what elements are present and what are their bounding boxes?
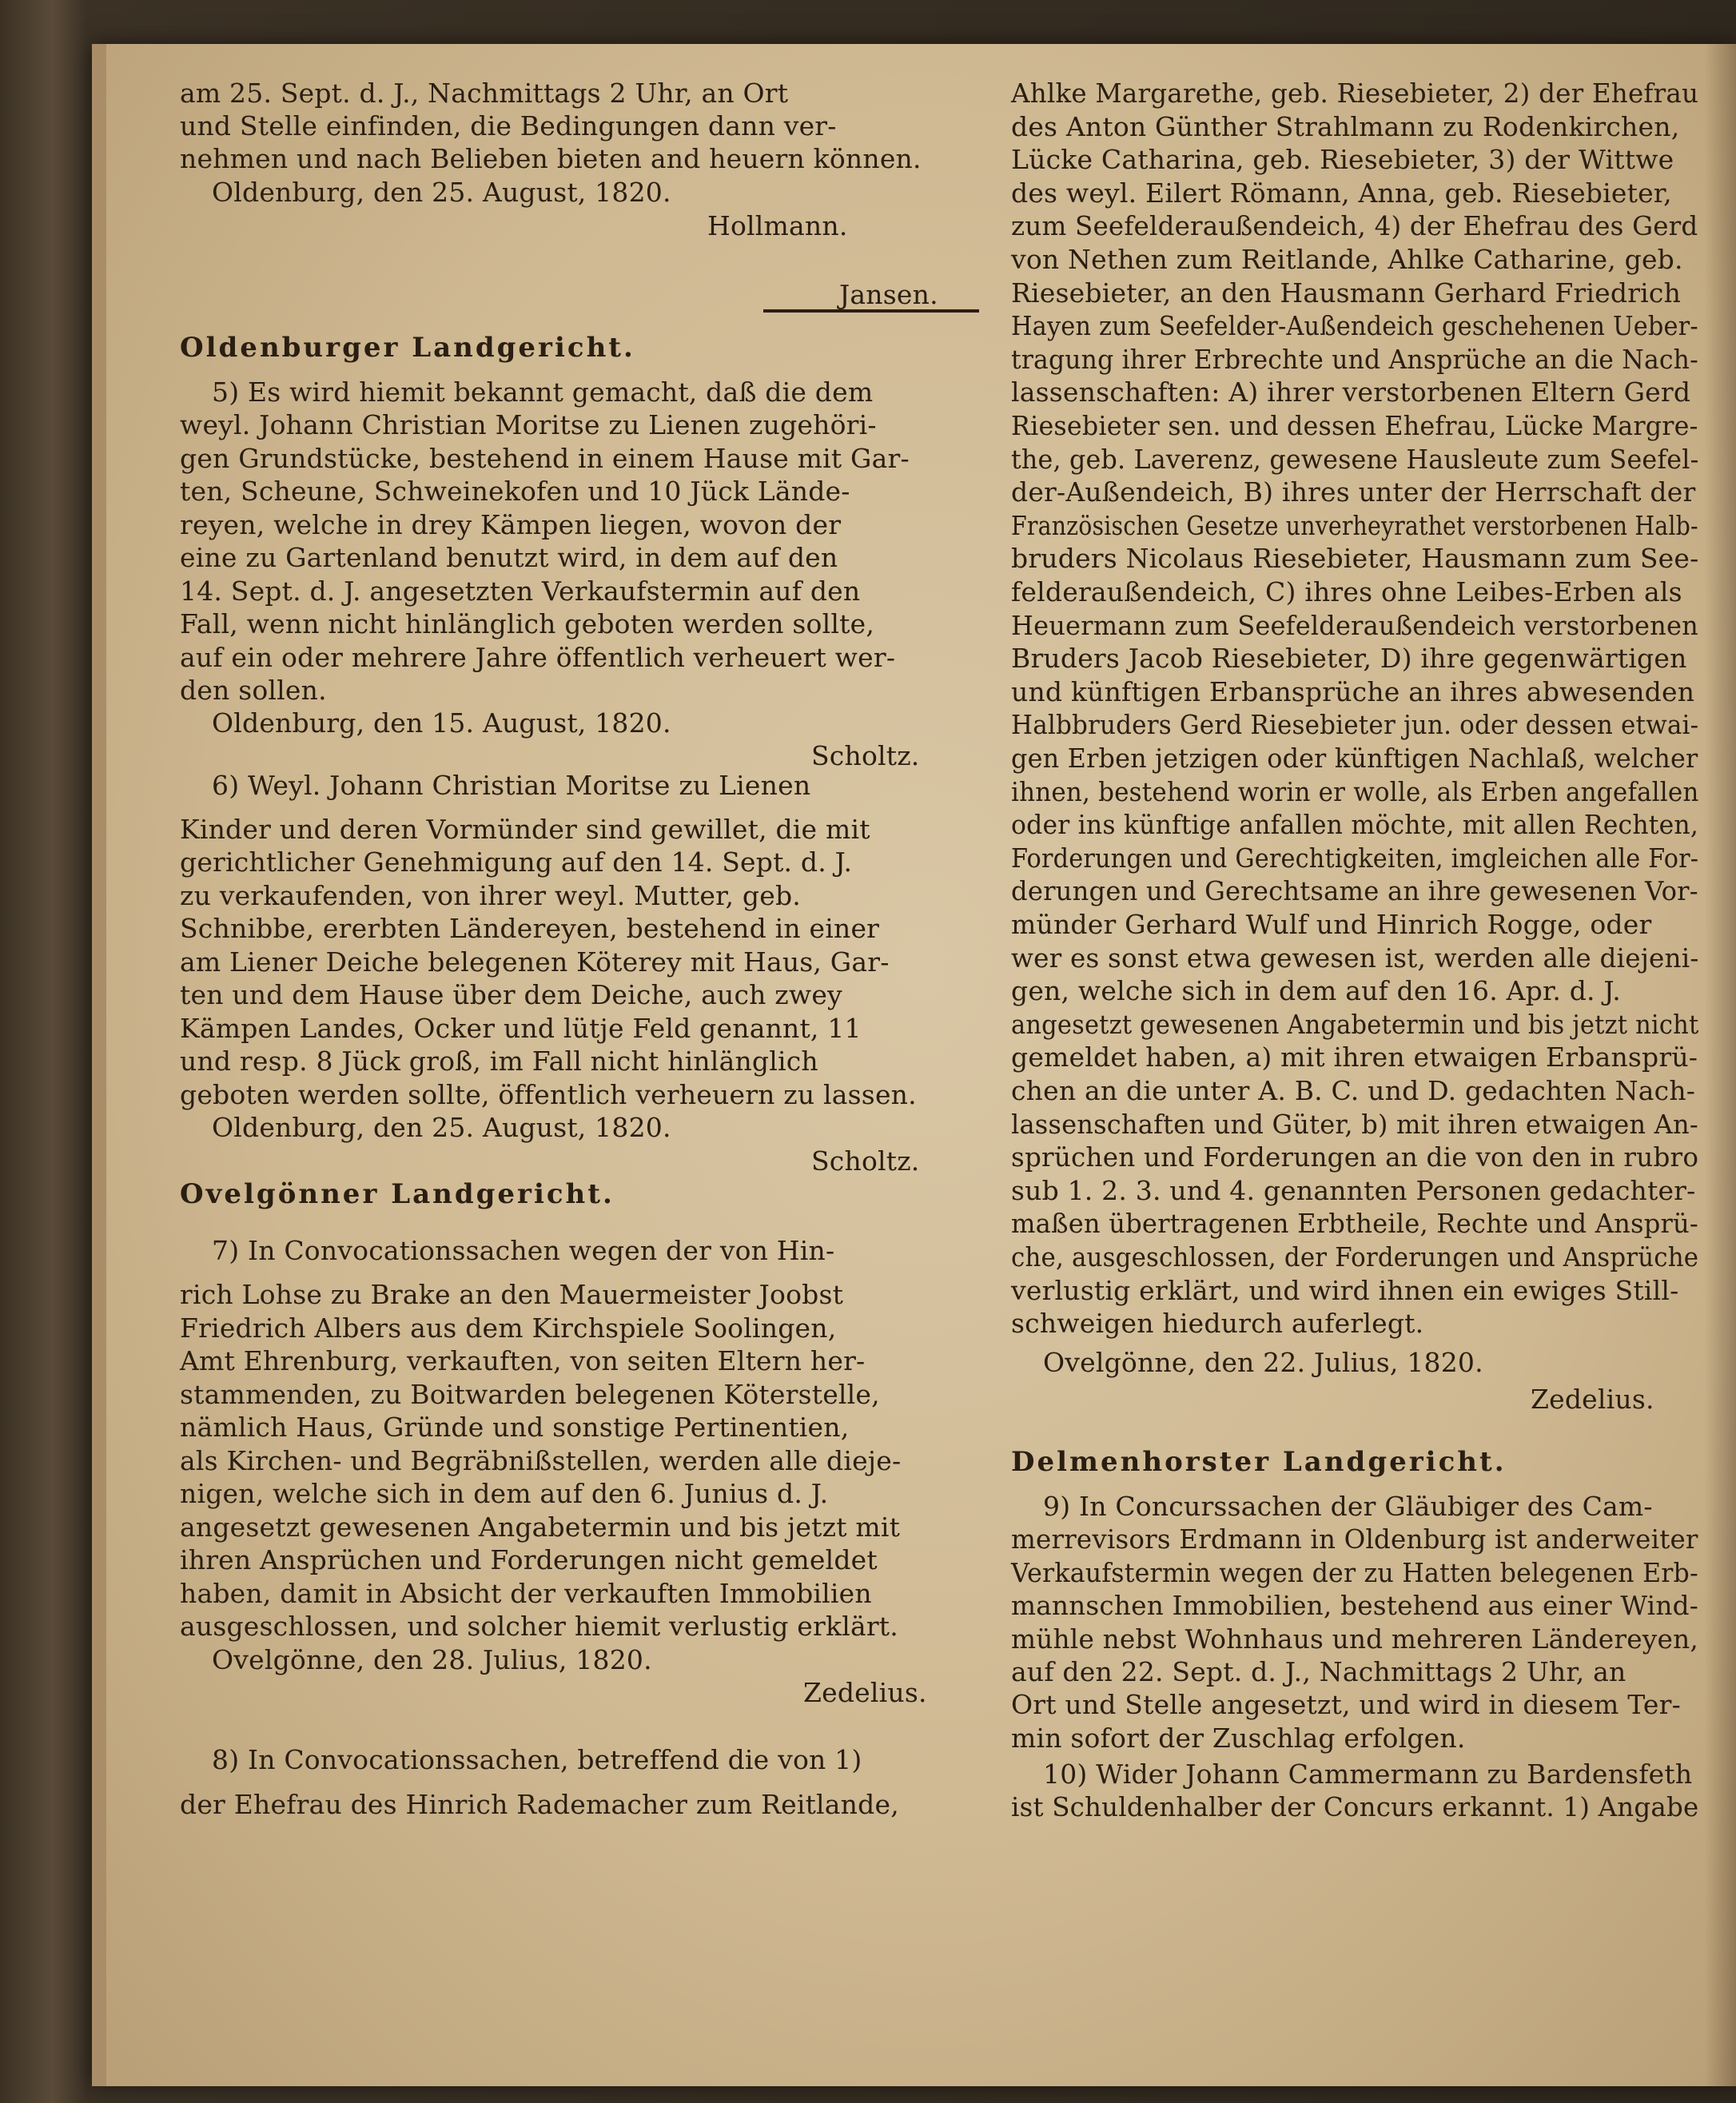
text-line: ihnen, bestehend worin er wolle, als Erben angefallen: [1011, 776, 1699, 807]
text-line: Französischen Gesetze unverheyrathet verstorbenen Halb-: [1011, 510, 1698, 541]
text-line: der Ehefrau des Hinrich Rademacher zum Reitlande,: [180, 1789, 899, 1820]
text-line: bruders Nicolaus Riesebieter, Hausmann zum See-: [1011, 543, 1699, 574]
text-line: gen Grundstücke, bestehend in einem Hause mit Gar-: [180, 443, 910, 474]
text-line: Ovelgönner Landgericht.: [180, 1178, 615, 1210]
text-line: 5) Es wird hiemit bekannt gemacht, daß die dem: [212, 376, 874, 408]
text-line: Schnibbe, ererbten Ländereyen, bestehend in einer: [180, 913, 880, 944]
text-line: Scholtz.: [811, 740, 920, 771]
text-line: tragung ihrer Erbrechte und Ansprüche an die Nach-: [1011, 344, 1698, 375]
text-line: geboten werden sollte, öffentlich verheuern zu lassen.: [180, 1079, 917, 1110]
text-line: rich Lohse zu Brake an den Mauermeister Joobst: [180, 1279, 844, 1310]
text-line: der-Außendeich, B) ihres unter der Herrschaft der: [1011, 476, 1696, 508]
text-line: mannschen Immobilien, bestehend aus einer Wind-: [1011, 1590, 1698, 1621]
text-line: Zedelius.: [1531, 1384, 1654, 1415]
text-line: von Nethen zum Reitlande, Ahlke Catharine, geb.: [1011, 244, 1683, 275]
text-line: Zedelius.: [803, 1677, 927, 1708]
text-line: merrevisors Erdmann in Oldenburg ist anderweiter: [1011, 1523, 1698, 1555]
text-line: gen, welche sich in dem auf den 16. Apr. d. J.: [1011, 975, 1621, 1006]
text-line: 14. Sept. d. J. angesetzten Verkaufstermin auf den: [180, 576, 861, 607]
text-line: che, ausgeschlossen, der Forderungen und Ansprüche: [1011, 1241, 1699, 1273]
text-line: ten, Scheune, Schweinekofen und 10 Jück Lände-: [180, 476, 850, 507]
text-line: sub 1. 2. 3. und 4. genannten Personen gedachter-: [1011, 1175, 1696, 1206]
text-line: Riesebieter, an den Hausmann Gerhard Friedrich: [1011, 277, 1682, 309]
text-line: 9) In Concurssachen der Gläubiger des Cam-: [1043, 1491, 1653, 1522]
text-line: lassenschaften und Güter, b) mit ihren etwaigen An-: [1011, 1109, 1698, 1140]
text-line: zum Seefelderaußendeich, 4) der Ehefrau des Gerd: [1011, 210, 1698, 241]
text-line: 6) Weyl. Johann Christian Moritse zu Lienen: [212, 770, 811, 801]
text-line: am Liener Deiche belegenen Köterey mit Haus, Gar-: [180, 946, 890, 978]
text-line: min sofort der Zuschlag erfolgen.: [1011, 1723, 1466, 1754]
text-line: schweigen hiedurch auferlegt.: [1011, 1308, 1424, 1339]
text-line: den sollen.: [180, 675, 327, 706]
text-line: Oldenburg, den 25. August, 1820.: [212, 177, 671, 208]
text-line: angesetzt gewesenen Angabetermin und bis jetzt nicht: [1011, 1009, 1699, 1040]
text-line: ist Schuldenhalber der Concurs erkannt. 1) Angabe: [1011, 1791, 1699, 1822]
text-line: wer es sonst etwa gewesen ist, werden alle diejeni-: [1011, 942, 1699, 974]
text-line: und resp. 8 Jück groß, im Fall nicht hinlänglich: [180, 1046, 818, 1077]
text-line: sprüchen und Forderungen an die von den in rubro: [1011, 1141, 1699, 1173]
text-line: eine zu Gartenland benutzt wird, in dem auf den: [180, 542, 838, 573]
text-line: verlustig erklärt, und wird ihnen ein ewiges Still-: [1011, 1275, 1679, 1306]
text-line: auf ein oder mehrere Jahre öffentlich verheuert wer-: [180, 642, 896, 673]
text-line: 8) In Convocationssachen, betreffend die von 1): [212, 1744, 862, 1775]
text-line: gerichtlicher Genehmigung auf den 14. Sept. d. J.: [180, 846, 853, 878]
text-line: Fall, wenn nicht hinlänglich geboten werden sollte,: [180, 608, 875, 639]
text-line: des weyl. Eilert Römann, Anna, geb. Riesebieter,: [1011, 177, 1672, 209]
text-line: ten und dem Hause über dem Deiche, auch zwey: [180, 979, 842, 1010]
text-line: 7) In Convocationssachen wegen der von Hin-: [212, 1235, 835, 1266]
text-line: und künftigen Erbansprüche an ihres abwesenden: [1011, 676, 1695, 707]
text-line: Delmenhorster Landgericht.: [1011, 1446, 1507, 1478]
text-line: Kinder und deren Vormünder sind gewillet, die mit: [180, 814, 870, 845]
text-line: 10) Wider Johann Cammermann zu Bardensfeth: [1043, 1758, 1693, 1790]
text-line: Scholtz.: [811, 1145, 920, 1177]
text-line: ihren Ansprüchen und Forderungen nicht gemeldet: [180, 1544, 878, 1575]
text-line: mühle nebst Wohnhaus und mehreren Ländereyen,: [1011, 1623, 1698, 1655]
text-line: und Stelle einfinden, die Bedingungen dann ver-: [180, 110, 837, 141]
text-line: the, geb. Laverenz, gewesene Hausleute zum Seefel-: [1011, 444, 1699, 475]
text-line: Kämpen Landes, Ocker und lütje Feld genannt, 11: [180, 1013, 862, 1044]
text-line: Ovelgönne, den 28. Julius, 1820.: [212, 1644, 652, 1675]
page-spine-shadow: [1705, 44, 1736, 2086]
text-line: derungen und Gerechtsame an ihre gewesenen Vor-: [1011, 875, 1698, 906]
text-line: Friedrich Albers aus dem Kirchspiele Soolingen,: [180, 1312, 837, 1344]
text-line: nämlich Haus, Gründe und sonstige Pertinentien,: [180, 1412, 850, 1443]
text-line: Lücke Catharina, geb. Riesebieter, 3) der Wittwe: [1011, 144, 1674, 175]
text-line: maßen übertragenen Erbtheile, Rechte und Ansprü-: [1011, 1208, 1698, 1239]
text-line: haben, damit in Absicht der verkauften Immobilien: [180, 1578, 872, 1609]
text-line: Halbbruders Gerd Riesebieter jun. oder dessen etwai-: [1011, 709, 1699, 740]
text-line: Heuermann zum Seefelderaußendeich verstorbenen: [1011, 610, 1698, 641]
text-line: münder Gerhard Wulf und Hinrich Rogge, oder: [1011, 909, 1652, 940]
text-line: oder ins künftige anfallen möchte, mit allen Rechten,: [1011, 809, 1699, 840]
text-line: zu verkaufenden, von ihrer weyl. Mutter, geb.: [180, 880, 801, 911]
text-line: Verkaufstermin wegen der zu Hatten belegenen Erb-: [1011, 1557, 1698, 1588]
text-line: reyen, welche in drey Kämpen liegen, wovon der: [180, 509, 842, 540]
text-line: Oldenburg, den 25. August, 1820.: [212, 1112, 671, 1143]
text-line: angesetzt gewesenen Angabetermin und bis jetzt mit: [180, 1512, 901, 1543]
text-line: Riesebieter sen. und dessen Ehefrau, Lücke Margre-: [1011, 410, 1698, 441]
text-line: des Anton Günther Strahlmann zu Rodenkirchen,: [1011, 111, 1680, 142]
text-line: Bruders Jacob Riesebieter, D) ihre gegenwärtigen: [1011, 643, 1687, 674]
text-line: Ahlke Margarethe, geb. Riesebieter, 2) der Ehefrau: [1011, 78, 1699, 109]
text-line: gemeldet haben, a) mit ihren etwaigen Erbansprü-: [1011, 1042, 1698, 1073]
text-line: ausgeschlossen, und solcher hiemit verlustig erklärt.: [180, 1611, 898, 1642]
text-line: weyl. Johann Christian Moritse zu Lienen zugehöri-: [180, 409, 877, 440]
text-line: Forderungen und Gerechtigkeiten, imgleichen alle For-: [1011, 842, 1699, 874]
text-line: Hollmann.: [707, 210, 848, 241]
text-line: auf den 22. Sept. d. J., Nachmittags 2 Uhr, an: [1011, 1656, 1627, 1687]
text-line: als Kirchen- und Begräbnißstellen, werden alle dieje-: [180, 1445, 902, 1476]
text-line: gen Erben jetzigen oder künftigen Nachlaß, welcher: [1011, 743, 1698, 774]
text-line: Oldenburger Landgericht.: [180, 332, 635, 364]
text-line: Ovelgönne, den 22. Julius, 1820.: [1043, 1347, 1483, 1378]
text-line: felderaußendeich, C) ihres ohne Leibes-Erben als: [1011, 576, 1682, 607]
text-line: Oldenburg, den 15. August, 1820.: [212, 707, 671, 739]
text-line: Jansen.: [839, 279, 938, 310]
text-line: Ort und Stelle angesetzt, und wird in diesem Ter-: [1011, 1689, 1681, 1720]
text-line: nehmen und nach Belieben bieten and heuern können.: [180, 143, 922, 174]
text-line: stammenden, zu Boitwarden belegenen Köterstelle,: [180, 1379, 880, 1410]
text-line: nigen, welche sich in dem auf den 6. Junius d. J.: [180, 1478, 829, 1509]
text-line: lassenschaften: A) ihrer verstorbenen Eltern Gerd: [1011, 376, 1691, 408]
text-line: Amt Ehrenburg, verkauften, von seiten Eltern her-: [180, 1345, 866, 1376]
text-line: chen an die unter A. B. C. und D. gedachten Nach-: [1011, 1075, 1696, 1106]
text-line: Hayen zum Seefelder-Außendeich geschehenen Ueber-: [1011, 310, 1698, 341]
text-line: am 25. Sept. d. J., Nachmittags 2 Uhr, an Ort: [180, 78, 789, 109]
